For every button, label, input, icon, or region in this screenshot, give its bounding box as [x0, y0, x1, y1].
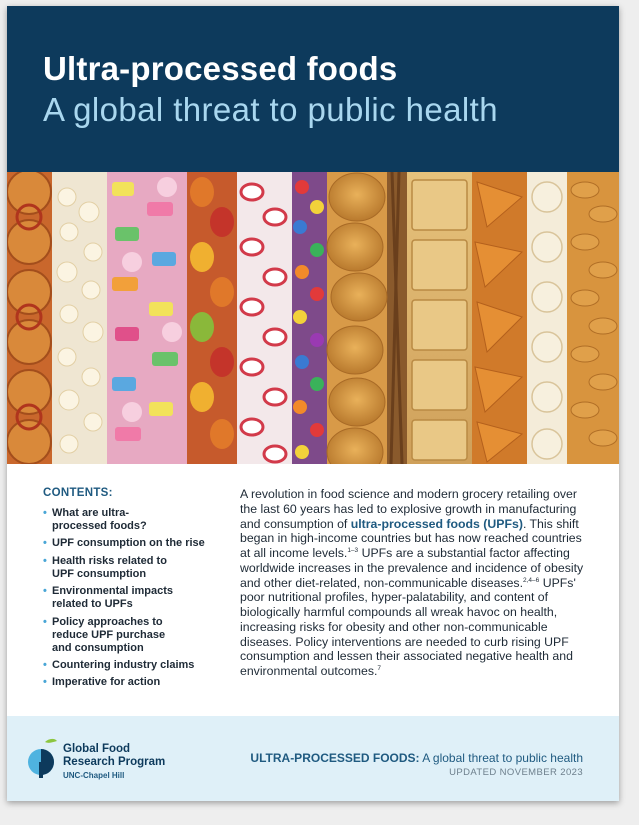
contents-panel: [43, 487, 223, 694]
contents-title: CONTENTS:: [43, 487, 113, 499]
footer-title-bold: ULTRA-PROCESSED FOODS:: [250, 751, 420, 765]
footer-title-rest: A global threat to public health: [419, 751, 583, 765]
reference-mark: 2,4–6: [523, 576, 540, 584]
org-affiliation: UNC-Chapel Hill: [63, 771, 125, 780]
org-name-line2: Research Program: [63, 756, 166, 768]
updated-date: UPDATED NOVEMBER 2023: [449, 767, 583, 778]
intro-text: A revolution in food science and modern grocery retailing over the last 60 years has led to explosive growth in manufacturing and consumption of: [240, 487, 577, 531]
intro-paragraph: [240, 487, 590, 679]
header-banner: [7, 6, 619, 172]
contents-item[interactable]: • Countering industry claims: [43, 659, 223, 672]
footer-bar: [7, 716, 619, 801]
intro-highlight: ultra-processed foods (UPFs): [350, 516, 523, 531]
page-subtitle: A global threat to public health: [43, 91, 498, 128]
gfrp-logo-icon: [27, 738, 59, 785]
page-title: Ultra-processed foods: [43, 50, 398, 87]
contents-item[interactable]: • Health risks related to UPF consumption: [43, 555, 223, 581]
org-name-line1: Global Food: [63, 743, 131, 755]
snack-foods-photo: [7, 172, 619, 464]
contents-list: [43, 507, 223, 689]
intro-text: UPFs are a substantial factor affecting worldwide increases in the prevalence and incidence of obesity and other diet-related, non-communicable diseases.: [240, 546, 584, 590]
contents-item[interactable]: • Imperative for action: [43, 676, 223, 689]
footer-title: [250, 751, 583, 765]
intro-text: . This shift began in high-income countries but has now reached countries at all income levels.: [240, 516, 582, 560]
contents-item[interactable]: • Policy approaches to reduce UPF purchase and consumption: [43, 616, 223, 655]
contents-item[interactable]: • What are ultra- processed foods?: [43, 507, 223, 533]
contents-item[interactable]: • UPF consumption on the rise: [43, 537, 223, 550]
intro-text: UPFs' poor nutritional profiles, hyper-palatability, and content of biologically harmful compounds all wreak havoc on health, increasing risks for obesity and other non-communicable diseases. Policy interventions are needed to curb rising UPF consumption and lessen their associated negative health and environmental outcomes.: [240, 575, 576, 678]
reference-mark: 7: [377, 664, 382, 672]
contents-item[interactable]: • Environmental impacts related to UPFs: [43, 585, 223, 611]
reference-mark: 1–3: [347, 546, 359, 554]
document-page: [7, 6, 619, 801]
